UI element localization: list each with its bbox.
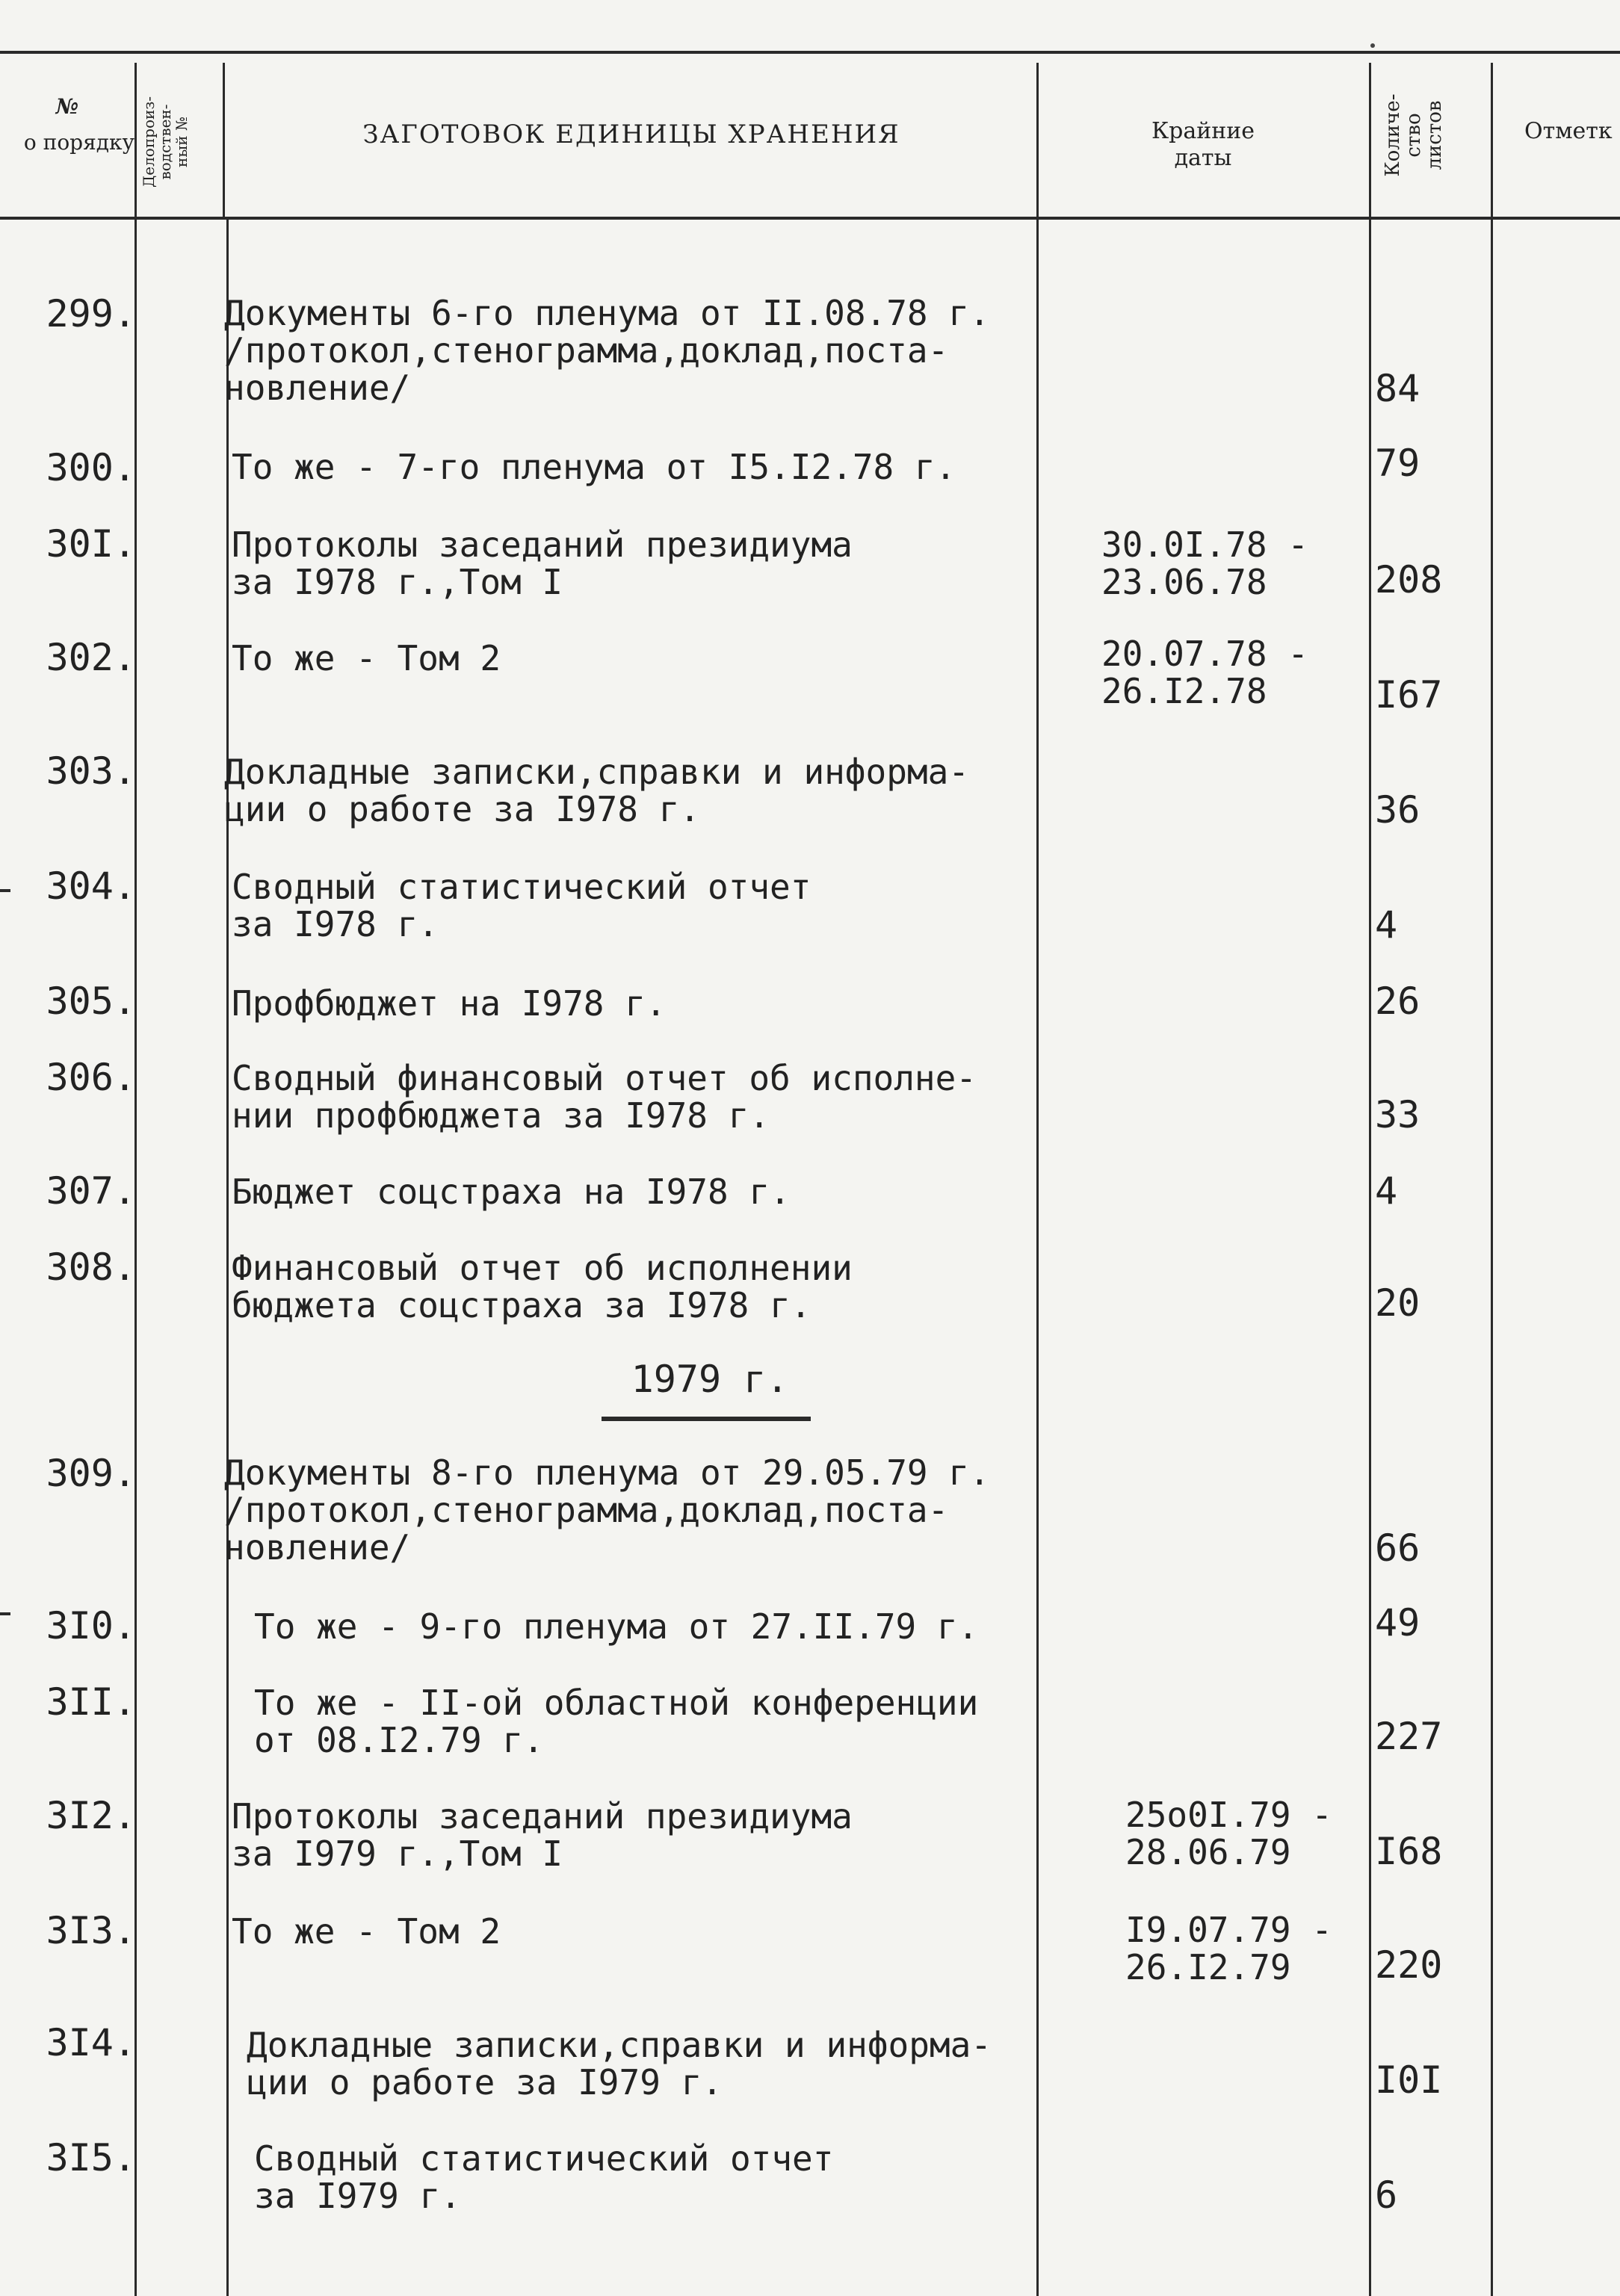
row-number: 3I5. (46, 2136, 136, 2179)
row-description: Протоколы заседаний президиума за I978 г.,Том I (232, 525, 853, 602)
header-num-label: о порядку (23, 130, 135, 155)
row-description: То же - II-ой областной конференции от 08.I2.79 г. (254, 1683, 979, 1760)
row-number: 3I2. (46, 1794, 136, 1837)
row-number: 299. (46, 292, 136, 335)
row-sheet-count: 49 (1375, 1601, 1420, 1644)
row-sheet-count: 36 (1375, 788, 1420, 832)
column-divider-sheets (1369, 63, 1371, 2296)
header-office-no: Делопроиз- водствен- ный № (140, 96, 191, 188)
row-sheet-count: 220 (1375, 1943, 1443, 1987)
row-sheet-count: 79 (1375, 442, 1420, 485)
row-description: Сводный финансовый отчет об исполне- нии профбюджета за I978 г. (232, 1058, 977, 1136)
row-sheet-count: 208 (1375, 558, 1443, 601)
row-description: Сводный статистический отчет за I978 г. (232, 867, 811, 944)
header-title: ЗАГОТОВОК ЕДИНИЦЫ ХРАНЕНИЯ (362, 120, 900, 149)
column-divider-dates (1036, 63, 1039, 2296)
row-description: То же - Том 2 (232, 1911, 501, 1952)
row-description: Сводный статистический отчет за I979 г. (254, 2138, 834, 2216)
header-top-rule (0, 51, 1620, 54)
row-description: То же - 9-го пленума от 27.II.79 г. (254, 1606, 979, 1647)
row-sheet-count: 227 (1375, 1715, 1443, 1758)
row-sheet-count: 84 (1375, 367, 1420, 410)
row-number: 305. (46, 980, 136, 1023)
column-divider-office (223, 63, 225, 217)
row-sheet-count: I68 (1375, 1830, 1443, 1873)
row-description: Бюджет соцстраха на I978 г. (232, 1172, 791, 1212)
row-description: То же - 7-го пленума от I5.I2.78 г. (232, 447, 956, 487)
column-divider-title (226, 217, 229, 2296)
row-number: 303. (46, 749, 136, 793)
row-sheet-count: 4 (1375, 903, 1398, 947)
row-date-range: 25o0I.79 - 28.06.79 (1125, 1795, 1332, 1872)
row-description: Профбюджет на I978 г. (232, 983, 667, 1024)
row-sheet-count: 33 (1375, 1093, 1420, 1136)
row-date-range: I9.07.79 - 26.I2.79 (1125, 1910, 1332, 1987)
row-description: Документы 8-го пленума от 29.05.79 г. /протокол,стенограмма,доклад,поста- новление/ (224, 1452, 990, 1568)
row-number: 306. (46, 1056, 136, 1099)
margin-mark (0, 889, 10, 892)
row-description: Документы 6-го пленума от II.08.78 г. /протокол,стенограмма,доклад,поста- новление/ (224, 293, 990, 408)
row-number: 304. (46, 864, 136, 908)
header-dates: Крайние даты (1151, 118, 1255, 171)
row-number: 309. (46, 1452, 136, 1495)
row-description: Докладные записки,справки и информа- ции о работе за I979 г. (247, 2025, 992, 2102)
header-num-symbol: № (55, 94, 79, 119)
row-sheet-count: I0I (1375, 2058, 1443, 2102)
row-sheet-count: 6 (1375, 2173, 1398, 2217)
row-number: 3I0. (46, 1604, 136, 1647)
header-sheets: Количе- ство листов (1382, 93, 1446, 177)
row-description: То же - Том 2 (232, 638, 501, 678)
row-sheet-count: 20 (1375, 1281, 1420, 1325)
year-underline (602, 1417, 811, 1421)
row-number: 300. (46, 446, 136, 489)
row-number: 3II. (46, 1680, 136, 1724)
row-sheet-count: 26 (1375, 980, 1420, 1023)
ink-dot (1370, 43, 1375, 48)
year-heading: 1979 г. (631, 1358, 789, 1401)
row-number: 308. (46, 1246, 136, 1289)
row-description: Финансовый отчет об исполнении бюджета соцстраха за I978 г. (232, 1248, 853, 1325)
row-number: 30I. (46, 522, 136, 566)
row-description: Протоколы заседаний президиума за I979 г.,Том I (232, 1796, 853, 1874)
header-bottom-rule (0, 217, 1620, 220)
row-sheet-count: 4 (1375, 1169, 1398, 1213)
row-description: Докладные записки,справки и информа- ции о работе за I978 г. (224, 752, 969, 829)
row-sheet-count: I67 (1375, 673, 1443, 717)
row-number: 3I3. (46, 1909, 136, 1952)
margin-mark (0, 1612, 10, 1615)
row-sheet-count: 66 (1375, 1526, 1420, 1570)
row-date-range: 20.07.78 - 26.I2.78 (1101, 634, 1308, 711)
row-number: 3I4. (46, 2021, 136, 2064)
row-date-range: 30.0I.78 - 23.06.78 (1101, 525, 1308, 602)
row-number: 302. (46, 636, 136, 679)
row-number: 307. (46, 1169, 136, 1213)
header-notes: Отметк (1524, 118, 1613, 144)
